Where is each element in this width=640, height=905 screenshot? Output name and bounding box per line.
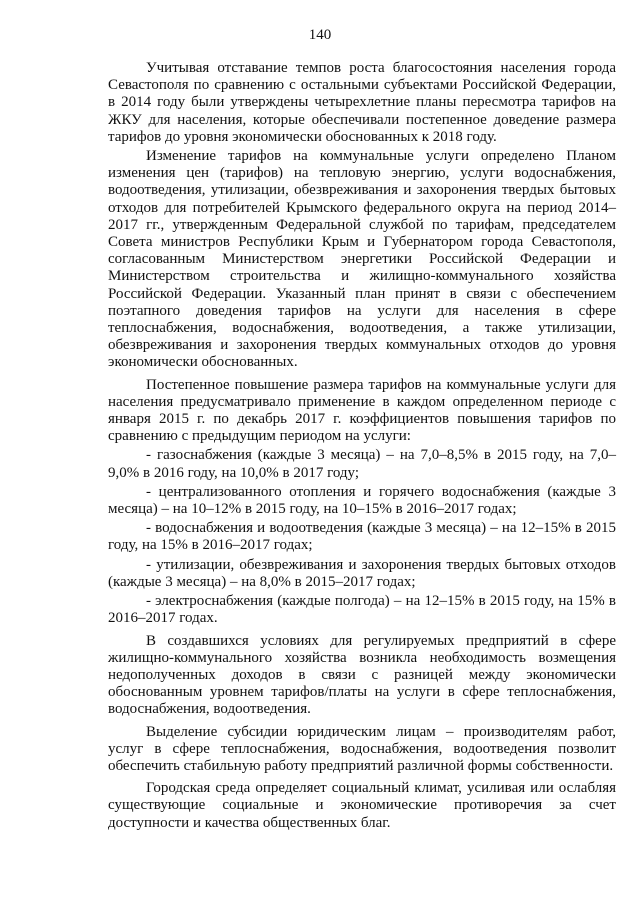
page-number: 140 xyxy=(308,27,332,43)
list-item-gas: - газоснабжения (каждые 3 месяца) – на 7,0–8,5% в 2015 году, на 7,0–9,0% в 2016 году, на 10,0% в 2017 году; xyxy=(108,447,616,481)
paragraph-subsidy: Выделение субсидии юридическим лицам – производителям работ, услуг в сфере теплоснабжения, водоснабжения, водоотведения позволит обеспечить стабильную работу предприятий различной формы собственности. xyxy=(108,723,616,774)
paragraph-tariff-lag: Учитывая отставание темпов роста благосостояния населения города Севастополя по сравнению с остальными субъектами Российской Федерации, в 2014 году были утверждены четырехлетние планы пересмотра тарифов на ЖКУ для населения, которые обеспечивали постепенное доведение размера тарифов до уровня экономически обоснованных к 2018 году. xyxy=(108,60,616,145)
list-item-water: - водоснабжения и водоотведения (каждые 3 месяца) – на 12–15% в 2015 году, на 15% в 2016–2017 годах; xyxy=(108,520,616,554)
paragraph-compensation: В создавшихся условиях для регулируемых предприятий в сфере жилищно-коммунального хозяйства возникла необходимость возмещения недополученных доходов в связи с разницей между экономически обоснованным уровнем тарифов/платы на услуги в сфере теплоснабжения, водоснабжения, водоотведения. xyxy=(108,632,616,718)
paragraph-urban-environment: Городская среда определяет социальный климат, усиливая или ослабляя существующие социальные и экономические противоречия за счет доступности и качества общественных благ. xyxy=(108,780,616,831)
paragraph-tariff-increase: Постепенное повышение размера тарифов на коммунальные услуги для населения предусматривало применение в каждом определенном периоде с января 2015 г. по декабрь 2017 г. коэффициентов повышения тарифов по сравнению с предыдущим периодом на услуги: xyxy=(108,376,616,445)
paragraph-tariff-plan: Изменение тарифов на коммунальные услуги определено Планом изменения цен (тарифов) на тепловую энергию, услуги водоснабжения, водоотведения, утилизации, обезвреживания и захоронения твердых бытовых отходов для потребителей Крымского федерального округа на период 2014–2017 гг., утвержденным Федеральной службой по тарифам, председателем Совета министров Республики Крым и Губернатором города Севастополя, согласованным Министерством энергетики Российской Федерации и Министерством строительства и жилищно-коммунального хозяйства Российской Федерации. Указанный план принят в связи с обеспечением поэтапного доведения тарифов на услуги для населения в сфере теплоснабжения, водоснабжения, водоотведения, а также утилизации, обезвреживания и захоронения твердых коммунальных отходов до уровня экономически обоснованных. xyxy=(108,148,616,371)
list-item-waste: - утилизации, обезвреживания и захоронения твердых бытовых отходов (каждые 3 месяца) – на 8,0% в 2015–2017 годах; xyxy=(108,556,616,590)
document-body xyxy=(108,60,616,834)
list-item-heating: - централизованного отопления и горячего водоснабжения (каждые 3 месяца) – на 10–12% в 2015 году, на 10–15% в 2016–2017 годах; xyxy=(108,483,616,518)
list-item-electricity: - электроснабжения (каждые полгода) – на 12–15% в 2015 году, на 15% в 2016–2017 годах. xyxy=(108,593,616,627)
